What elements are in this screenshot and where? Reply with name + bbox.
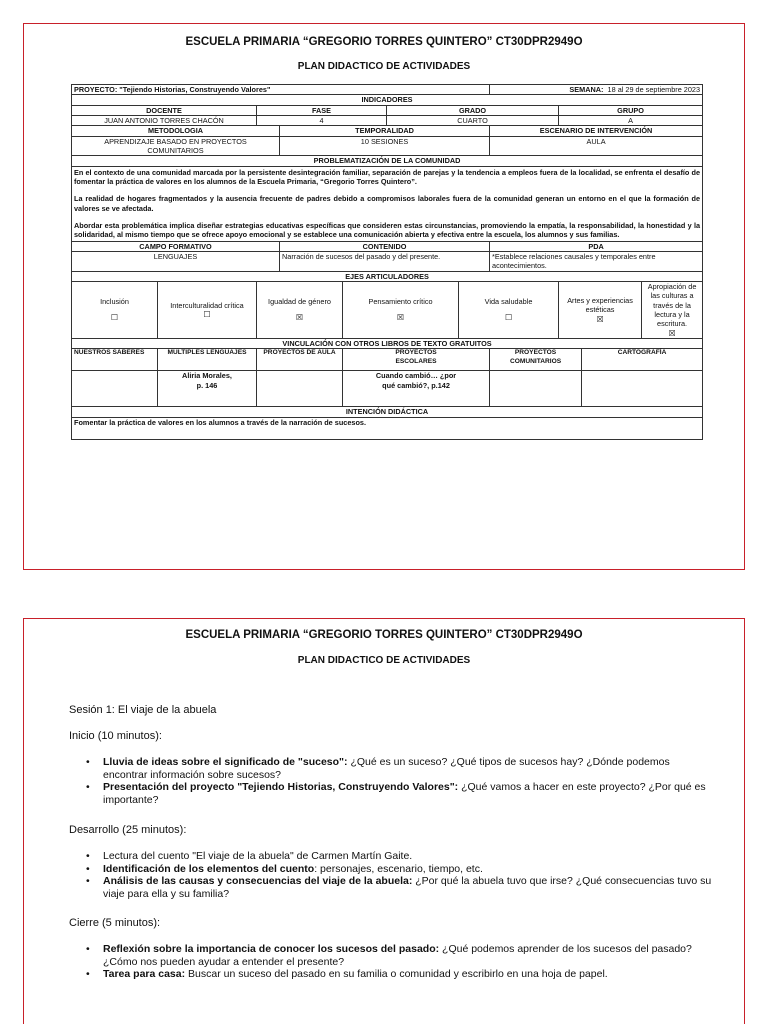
formative-headers-row <box>72 241 703 251</box>
list-item: • Identificación de los elementos del cuento: personajes, escenario, tiempo, etc. <box>86 863 716 876</box>
group-value: A <box>559 115 703 125</box>
list-item: • Análisis de las causas y consecuencias del viaje de la abuela: ¿Por qué la abuela tuvo que irse? ¿Qué consecuencias tuvo su viaje para ella y su familia? <box>86 875 716 900</box>
problem-text <box>72 166 703 241</box>
field-value: LENGUAJES <box>72 251 280 271</box>
document-page-2 <box>23 618 745 1024</box>
books-row <box>72 371 703 407</box>
problem-paragraph-2: La realidad de hogares fragmentados y la ausencia frecuente de padres debido a compromisos laborales fuera de la comunidad generan un entorno en el que la formación de valores se ve afectada. <box>74 194 701 213</box>
school-title: ESCUELA PRIMARIA “GREGORIO TORRES QUINTERO” CT30DPR2949O <box>185 629 583 641</box>
axes-header: EJES ARTICULADORES <box>72 271 703 281</box>
book-aula <box>257 371 343 407</box>
list-item: • Lluvia de ideas sobre el significado de "suceso": ¿Qué es un suceso? ¿Qué tipos de sucesos hay? ¿Dónde podemos encontrar información sobre sucesos? <box>86 756 716 781</box>
book-header-lenguajes: MULTIPLES LENGUAJES <box>158 349 257 371</box>
pda-value: *Establece relaciones causales y temporales entre acontecimientos. <box>490 251 703 271</box>
scenario-value: AULA <box>490 136 703 156</box>
checkbox-icon: ☐ <box>110 313 119 323</box>
list-item: • Lectura del cuento "El viaje de la abuela" de Carmen Martín Gaite. <box>86 850 716 863</box>
intent-header: INTENCIÓN DIDÁCTICA <box>72 407 703 417</box>
books-header-row <box>72 349 703 371</box>
problem-paragraph-1: En el contexto de una comunidad marcada por la persistente desintegración familiar, separación de parejas y la tendencia a empleos fuera de la localidad, se enfrenta el desafío de fomentar la práctica de valores en los alumnos de la Escuela Primaria, “Gregorio Torres Quintero”. <box>74 167 701 186</box>
method-headers-row <box>72 126 703 136</box>
axes-row <box>72 281 703 338</box>
axis-artes: Artes y experiencias estéticas ☒ <box>559 281 642 338</box>
checked-box-icon: ☒ <box>295 313 304 323</box>
list-item: • Reflexión sobre la importancia de conocer los sucesos del pasado: ¿Qué podemos aprender de los sucesos del pasado? ¿Cómo nos pueden ayudar a entender el presente? <box>86 943 716 968</box>
content-header: CONTENIDO <box>280 241 490 251</box>
book-escolares: Cuando cambió… ¿por qué cambió?, p.142 <box>343 371 490 407</box>
axis-interculturalidad: Interculturalidad crítica ☐ <box>158 281 257 338</box>
axis-vida-saludable: Vida saludable ☐ <box>459 281 559 338</box>
checked-box-icon: ☒ <box>596 314 604 324</box>
grade-value: CUARTO <box>387 115 559 125</box>
phase-header: FASE <box>257 105 387 115</box>
axis-igualdad: Igualdad de género ☒ <box>257 281 343 338</box>
indicator-headers-row <box>72 105 703 115</box>
session-title: Sesión 1: El viaje de la abuela <box>69 704 217 716</box>
book-header-comunitarios: PROYECTOS COMUNITARIOS <box>490 349 582 371</box>
axis-inclusion: Inclusión ☐ <box>72 281 158 338</box>
method-header: METODOLOGIA <box>72 126 280 136</box>
book-header-aula: PROYECTOS DE AULA <box>257 349 343 371</box>
closing-heading: Cierre (5 minutos): <box>69 917 161 929</box>
indicators-header: INDICADORES <box>72 95 703 105</box>
book-lenguajes: Aliria Morales, p. 146 <box>158 371 257 407</box>
field-header: CAMPO FORMATIVO <box>72 241 280 251</box>
method-values-row <box>72 136 703 156</box>
scenario-header: ESCENARIO DE INTERVENCIÓN <box>490 126 703 136</box>
pda-header: PDA <box>490 241 703 251</box>
list-item: • Presentación del proyecto "Tejiendo Historias, Construyendo Valores": ¿Qué vamos a hacer en este proyecto? ¿Por qué es importante? <box>86 781 716 806</box>
project-name: PROYECTO: "Tejiendo Historias, Construyendo Valores" <box>72 85 490 95</box>
temporal-header: TEMPORALIDAD <box>280 126 490 136</box>
checkbox-icon: ☐ <box>203 309 211 319</box>
book-saberes <box>72 371 158 407</box>
checked-box-icon: ☒ <box>396 313 405 323</box>
plan-table <box>71 84 703 440</box>
formative-values-row <box>72 251 703 271</box>
problem-paragraph-3: Abordar esta problemática implica diseñar estrategias educativas específicas que consideren estas circunstancias, promoviendo la empatía, la responsabilidad, la honestidad y la solidaridad, al mismo tiempo que se ofrece apoyo emocional y se establece una comunicación abierta y efectiva entre la escuela, los alumnos y sus familias. <box>74 220 701 240</box>
phase-value: 4 <box>257 115 387 125</box>
checked-box-icon: ☒ <box>668 328 676 338</box>
group-header: GRUPO <box>559 105 703 115</box>
plan-title: PLAN DIDACTICO DE ACTIVIDADES <box>297 655 471 666</box>
closing-list <box>86 943 716 981</box>
links-header: VINCULACIÓN CON OTROS LIBROS DE TEXTO GRATUITOS <box>72 338 703 348</box>
start-heading: Inicio (10 minutos): <box>69 730 162 742</box>
list-item: • Tarea para casa: Buscar un suceso del pasado en su familia o comunidad y escribirlo en una hoja de papel. <box>86 968 716 981</box>
indicator-values-row <box>72 115 703 125</box>
week-label: SEMANA: <box>569 85 604 94</box>
problem-header: PROBLEMATIZACIÓN DE LA COMUNIDAD <box>72 156 703 166</box>
teacher-name: JUAN ANTONIO TORRES CHACÓN <box>72 115 257 125</box>
development-heading: Desarrollo (25 minutos): <box>69 824 187 836</box>
plan-title: PLAN DIDACTICO DE ACTIVIDADES <box>297 61 471 72</box>
document-page-1 <box>23 23 745 570</box>
teacher-header: DOCENTE <box>72 105 257 115</box>
method-value: APRENDIZAJE BASADO EN PROYECTOS COMUNITARIOS <box>72 136 280 156</box>
grade-header: GRADO <box>387 105 559 115</box>
book-comunitarios <box>490 371 582 407</box>
week-cell <box>490 85 703 95</box>
book-header-escolares: PROYECTOS ESCOLARES <box>343 349 490 371</box>
temporal-value: 10 SESIONES <box>280 136 490 156</box>
project-row <box>72 85 703 95</box>
intent-text: Fomentar la práctica de valores en los alumnos a través de la narración de sucesos. <box>72 417 703 439</box>
school-title: ESCUELA PRIMARIA “GREGORIO TORRES QUINTERO” CT30DPR2949O <box>185 36 583 48</box>
checkbox-icon: ☐ <box>504 313 513 323</box>
book-cartografia <box>582 371 703 407</box>
axis-pensamiento: Pensamiento crítico ☒ <box>343 281 459 338</box>
week-value: 18 al 29 de septiembre 2023 <box>607 85 701 94</box>
start-list <box>86 756 716 806</box>
content-value: Narración de sucesos del pasado y del presente. <box>280 251 490 271</box>
axis-apropiacion: Apropiación de las culturas a través de la lectura y la escritura. ☒ <box>642 281 703 338</box>
book-header-saberes: NUESTROS SABERES <box>72 349 158 371</box>
development-list <box>86 850 716 900</box>
book-header-cartografia: CARTOGRAFÍA <box>582 349 703 371</box>
